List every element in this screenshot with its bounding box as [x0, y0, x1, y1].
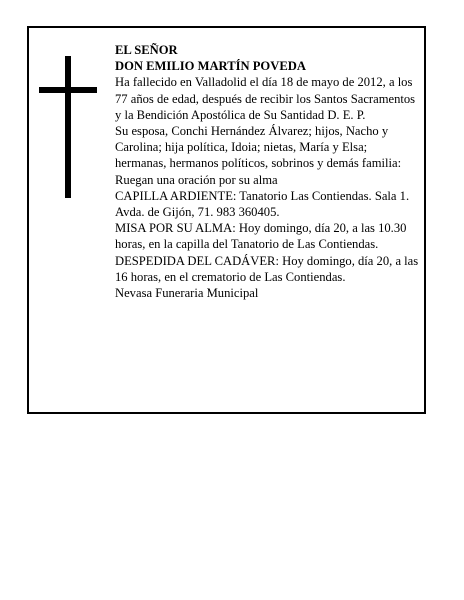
cross-icon	[39, 56, 97, 198]
funeral-chapel-info: CAPILLA ARDIENTE: Tanatorio Las Contiendas. Sala 1. Avda. de Gijón, 71. 983 360405.	[115, 188, 410, 220]
death-announcement: Ha fallecido en Valladolid el día 18 de mayo de 2012, a los 77 años de edad, después de recibir los Santos Sacramentos y la Bendición Apostólica de Su Santidad D. E. P.	[115, 75, 416, 122]
notice-heading: EL SEÑOR	[115, 43, 178, 57]
farewell-info: DESPEDIDA DEL CADÁVER: Hoy domingo, día 20, a las 16 horas, en el crematorio de Las Contiendas.	[115, 253, 419, 284]
family-list: Su esposa, Conchi Hernández Álvarez; hijos, Nacho y Carolina; hija política, Idoia; nietas, María y Elsa; hermanas, hermanos políticos, sobrinos y demás familia:	[115, 124, 402, 171]
notice-text	[115, 42, 421, 301]
cross-vertical-bar	[65, 56, 71, 198]
cross-horizontal-bar	[39, 87, 97, 93]
deceased-name: DON EMILIO MARTÍN POVEDA	[115, 59, 306, 74]
mass-info: MISA POR SU ALMA: Hoy domingo, día 20, a las 10.30 horas, en la capilla del Tanatorio de Las Contiendas.	[115, 221, 407, 252]
prayer-request: Ruegan una oración por su alma	[115, 172, 278, 187]
obituary-notice	[27, 26, 426, 414]
funeral-home: Nevasa Funeraria Municipal	[115, 286, 259, 301]
